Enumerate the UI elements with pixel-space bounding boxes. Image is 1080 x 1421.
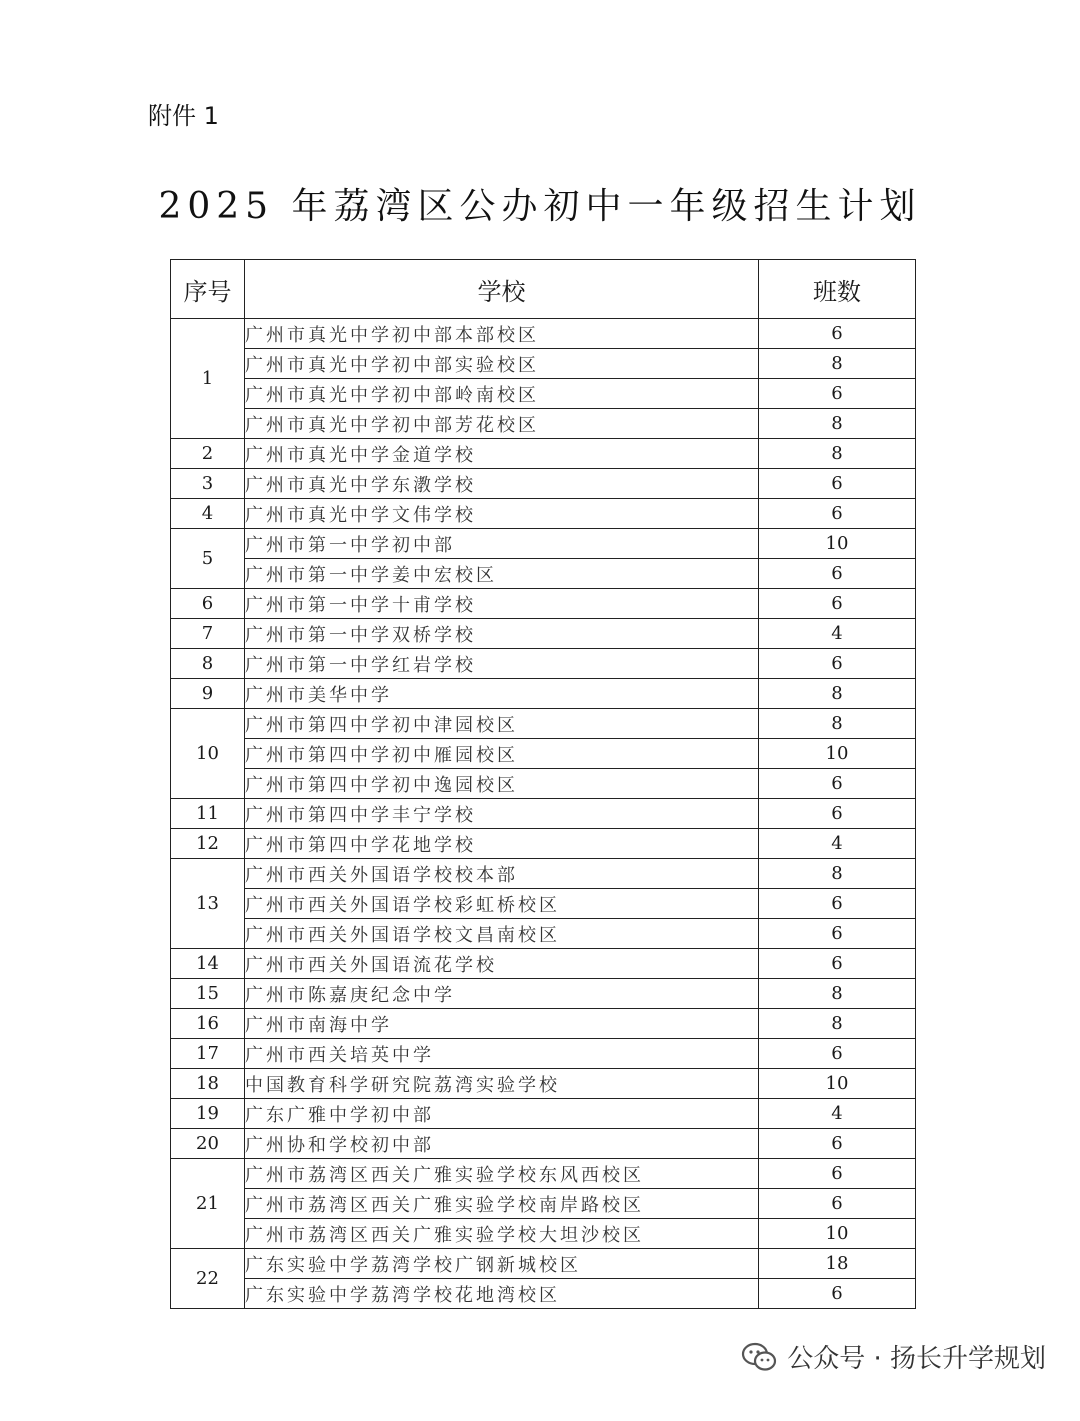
table-row <box>171 379 916 409</box>
class-count-cell: 8 <box>759 859 916 889</box>
class-count-cell: 6 <box>759 769 916 799</box>
class-count-cell: 6 <box>759 379 916 409</box>
table-row <box>171 1279 916 1309</box>
seq-cell: 11 <box>171 799 245 829</box>
class-count-cell: 6 <box>759 1279 916 1309</box>
school-name-cell: 广州市真光中学初中部本部校区 <box>245 319 759 349</box>
school-name-cell: 广州市真光中学初中部岭南校区 <box>245 379 759 409</box>
table-header-row <box>171 260 916 319</box>
class-count-cell: 18 <box>759 1249 916 1279</box>
school-name-cell: 广州市第四中学初中津园校区 <box>245 709 759 739</box>
class-count-cell: 4 <box>759 829 916 859</box>
seq-cell: 1 <box>171 319 245 439</box>
class-count-cell: 6 <box>759 499 916 529</box>
class-count-cell: 8 <box>759 1009 916 1039</box>
seq-cell: 12 <box>171 829 245 859</box>
seq-cell: 7 <box>171 619 245 649</box>
school-name-cell: 广州市真光中学文伟学校 <box>245 499 759 529</box>
school-name-cell: 广州市第一中学初中部 <box>245 529 759 559</box>
class-count-cell: 6 <box>759 469 916 499</box>
school-name-cell: 广州市西关外国语学校校本部 <box>245 859 759 889</box>
table-row <box>171 529 916 559</box>
seq-cell: 9 <box>171 679 245 709</box>
seq-cell: 20 <box>171 1129 245 1159</box>
table-row <box>171 469 916 499</box>
class-count-cell: 10 <box>759 739 916 769</box>
table-row <box>171 709 916 739</box>
seq-cell: 3 <box>171 469 245 499</box>
school-name-cell: 广州市第四中学花地学校 <box>245 829 759 859</box>
class-count-cell: 6 <box>759 949 916 979</box>
seq-cell: 14 <box>171 949 245 979</box>
table-row <box>171 979 916 1009</box>
watermark-text: 公众号 · 扬长升学规划 <box>787 1344 1046 1374</box>
table-row <box>171 679 916 709</box>
class-count-cell: 8 <box>759 439 916 469</box>
class-count-cell: 4 <box>759 1099 916 1129</box>
school-name-cell: 广州市第四中学初中雁园校区 <box>245 739 759 769</box>
table-row <box>171 1099 916 1129</box>
header-school: 学校 <box>245 260 759 319</box>
seq-cell: 18 <box>171 1069 245 1099</box>
seq-cell: 22 <box>171 1249 245 1309</box>
enrollment-table <box>170 259 916 1309</box>
table-row <box>171 439 916 469</box>
school-name-cell: 广州市第四中学初中逸园校区 <box>245 769 759 799</box>
school-name-cell: 广州市第四中学丰宁学校 <box>245 799 759 829</box>
seq-cell: 8 <box>171 649 245 679</box>
table-row <box>171 919 916 949</box>
school-name-cell: 广州市真光中学东漖学校 <box>245 469 759 499</box>
table-row <box>171 1009 916 1039</box>
school-name-cell: 广州市第一中学双桥学校 <box>245 619 759 649</box>
school-name-cell: 广州市荔湾区西关广雅实验学校大坦沙校区 <box>245 1219 759 1249</box>
table-row <box>171 1219 916 1249</box>
school-name-cell: 广州市西关外国语流花学校 <box>245 949 759 979</box>
table-row <box>171 649 916 679</box>
class-count-cell: 8 <box>759 409 916 439</box>
school-name-cell: 广州协和学校初中部 <box>245 1129 759 1159</box>
school-name-cell: 广东实验中学荔湾学校花地湾校区 <box>245 1279 759 1309</box>
school-name-cell: 广州市西关培英中学 <box>245 1039 759 1069</box>
class-count-cell: 6 <box>759 589 916 619</box>
class-count-cell: 6 <box>759 649 916 679</box>
school-name-cell: 广州市西关外国语学校彩虹桥校区 <box>245 889 759 919</box>
table-row <box>171 319 916 349</box>
table-row <box>171 829 916 859</box>
class-count-cell: 8 <box>759 349 916 379</box>
table-body <box>171 319 916 1309</box>
school-name-cell: 广州市真光中学初中部实验校区 <box>245 349 759 379</box>
class-count-cell: 10 <box>759 1219 916 1249</box>
table-row <box>171 799 916 829</box>
page-title: 2025 年荔湾区公办初中一年级招生计划 <box>158 186 922 227</box>
attachment-label: 附件 1 <box>148 102 219 130</box>
class-count-cell: 6 <box>759 559 916 589</box>
school-name-cell: 广州市第一中学十甫学校 <box>245 589 759 619</box>
class-count-cell: 8 <box>759 679 916 709</box>
class-count-cell: 6 <box>759 889 916 919</box>
table-row <box>171 949 916 979</box>
table-row <box>171 1039 916 1069</box>
seq-cell: 16 <box>171 1009 245 1039</box>
table-row <box>171 769 916 799</box>
watermark <box>741 1338 1046 1375</box>
wechat-icon <box>741 1342 777 1372</box>
school-name-cell: 广州市美华中学 <box>245 679 759 709</box>
class-count-cell: 8 <box>759 709 916 739</box>
class-count-cell: 10 <box>759 529 916 559</box>
school-name-cell: 广州市荔湾区西关广雅实验学校南岸路校区 <box>245 1189 759 1219</box>
table-row <box>171 1159 916 1189</box>
table-row <box>171 589 916 619</box>
table-row <box>171 1189 916 1219</box>
school-name-cell: 广州市第一中学姜中宏校区 <box>245 559 759 589</box>
seq-cell: 2 <box>171 439 245 469</box>
school-name-cell: 广州市第一中学红岩学校 <box>245 649 759 679</box>
table-row <box>171 1129 916 1159</box>
class-count-cell: 6 <box>759 919 916 949</box>
seq-cell: 13 <box>171 859 245 949</box>
class-count-cell: 6 <box>759 1039 916 1069</box>
table-row <box>171 1069 916 1099</box>
table-row <box>171 739 916 769</box>
header-classes: 班数 <box>759 260 916 319</box>
table-row <box>171 1249 916 1279</box>
table-row <box>171 349 916 379</box>
table-row <box>171 409 916 439</box>
seq-cell: 21 <box>171 1159 245 1249</box>
class-count-cell: 10 <box>759 1069 916 1099</box>
table-row <box>171 499 916 529</box>
seq-cell: 5 <box>171 529 245 589</box>
table-row <box>171 619 916 649</box>
table-row <box>171 559 916 589</box>
school-name-cell: 广州市陈嘉庚纪念中学 <box>245 979 759 1009</box>
seq-cell: 15 <box>171 979 245 1009</box>
school-name-cell: 广州市荔湾区西关广雅实验学校东风西校区 <box>245 1159 759 1189</box>
seq-cell: 10 <box>171 709 245 799</box>
school-name-cell: 广州市南海中学 <box>245 1009 759 1039</box>
school-name-cell: 广东广雅中学初中部 <box>245 1099 759 1129</box>
school-name-cell: 中国教育科学研究院荔湾实验学校 <box>245 1069 759 1099</box>
seq-cell: 17 <box>171 1039 245 1069</box>
school-name-cell: 广州市真光中学初中部芳花校区 <box>245 409 759 439</box>
school-name-cell: 广东实验中学荔湾学校广钢新城校区 <box>245 1249 759 1279</box>
seq-cell: 19 <box>171 1099 245 1129</box>
header-seq: 序号 <box>171 260 245 319</box>
class-count-cell: 8 <box>759 979 916 1009</box>
school-name-cell: 广州市真光中学金道学校 <box>245 439 759 469</box>
class-count-cell: 6 <box>759 319 916 349</box>
class-count-cell: 6 <box>759 1189 916 1219</box>
school-name-cell: 广州市西关外国语学校文昌南校区 <box>245 919 759 949</box>
seq-cell: 4 <box>171 499 245 529</box>
class-count-cell: 6 <box>759 1159 916 1189</box>
class-count-cell: 6 <box>759 1129 916 1159</box>
class-count-cell: 4 <box>759 619 916 649</box>
table-row <box>171 889 916 919</box>
class-count-cell: 6 <box>759 799 916 829</box>
seq-cell: 6 <box>171 589 245 619</box>
table-row <box>171 859 916 889</box>
